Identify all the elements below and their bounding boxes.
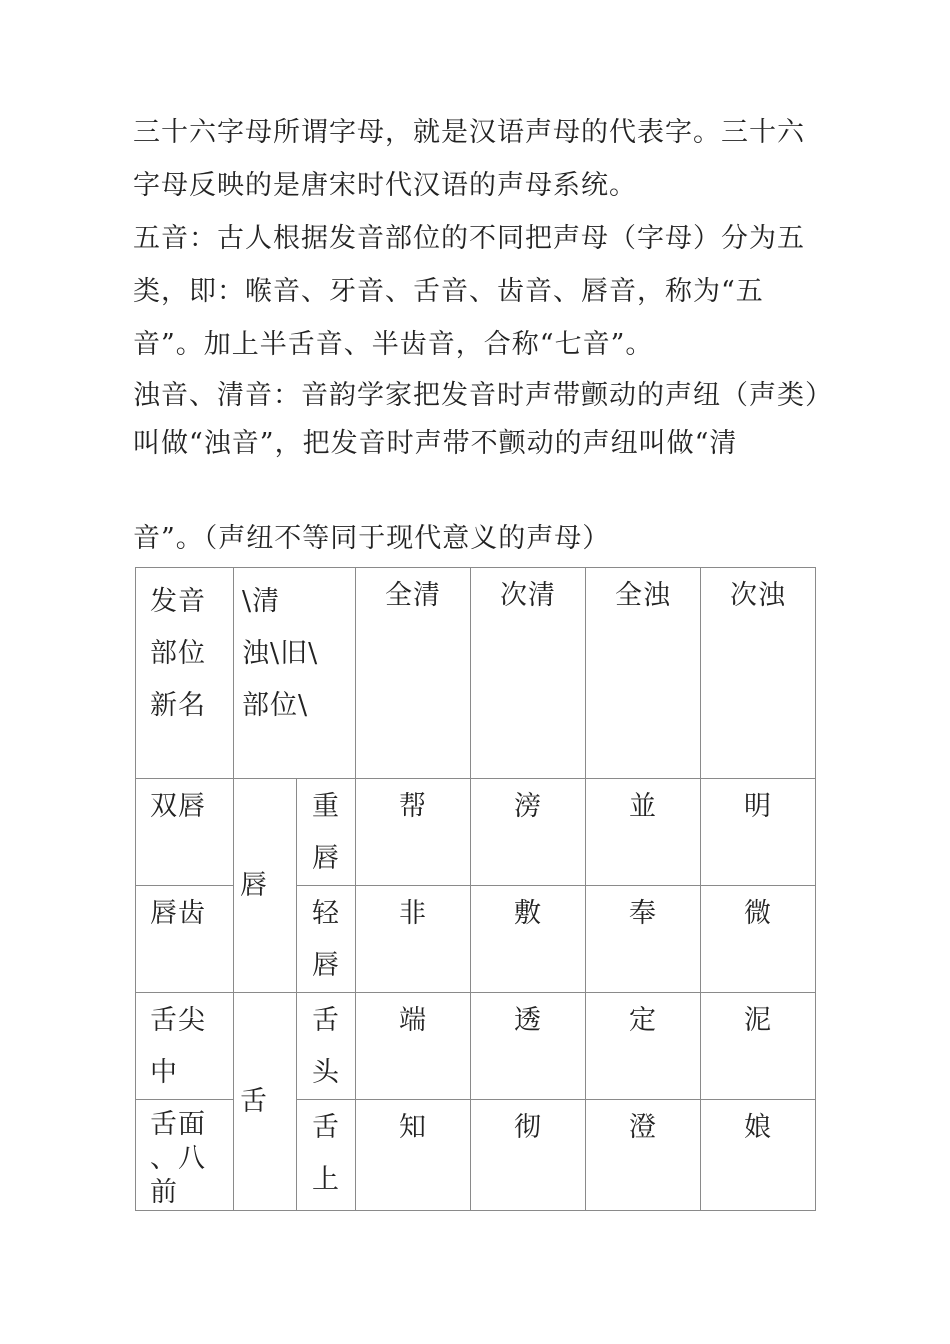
table-cell: 澄 [586, 1100, 701, 1211]
row-old-name: 唇 [234, 779, 297, 993]
row-new-name: 双唇 [136, 779, 234, 886]
row-new-name: 舌面 、八 前 [136, 1100, 234, 1211]
header-new-place: 发音 部位 新名 [136, 568, 234, 779]
header-quanzhuo: 全浊 [586, 568, 701, 779]
row-old-name: 舌 [234, 993, 297, 1211]
row-sub-name: 轻 唇 [297, 886, 356, 993]
table-cell: 微 [701, 886, 816, 993]
table-cell: 知 [356, 1100, 471, 1211]
table-header-row [136, 568, 816, 779]
table-cell: 明 [701, 779, 816, 886]
table-cell: 透 [471, 993, 586, 1100]
header-cizhuo: 次浊 [701, 568, 816, 779]
table-cell: 敷 [471, 886, 586, 993]
row-sub-name: 舌 头 [297, 993, 356, 1100]
row-sub-name: 重 唇 [297, 779, 356, 886]
paragraph-voicing: 浊音、清音：音韵学家把发音时声带颤动的声纽（声类）叫做“浊音”，把发音时声带不颤动的声纽叫做“清 [133, 380, 820, 459]
row-sub-name: 舌 上 [297, 1100, 356, 1211]
row-new-name: 舌尖 中 [136, 993, 234, 1100]
table-row [136, 993, 816, 1100]
header-quanqing: 全清 [356, 568, 471, 779]
table-cell: 帮 [356, 779, 471, 886]
table-cell: 端 [356, 993, 471, 1100]
paragraph-intro: 三十六字母所谓字母，就是汉语声母的代表字。三十六字母反映的是唐宋时代汉语的声母系统。 [133, 117, 805, 201]
table-cell: 彻 [471, 1100, 586, 1211]
initials-table [135, 567, 816, 1211]
paragraph-voicing-end: 音”。（声纽不等同于现代意义的声母） [133, 523, 611, 554]
paragraph-five-tones: 五音：古人根据发音部位的不同把声母（字母）分为五类，即：喉音、牙音、舌音、齿音、唇音，称为“五音”。加上半舌音、半齿音，合称“七音”。 [133, 223, 805, 360]
table-cell: 奉 [586, 886, 701, 993]
table-row [136, 779, 816, 886]
header-diagonal: \清 浊\旧\ 部位\ [234, 568, 356, 779]
table-cell: 泥 [701, 993, 816, 1100]
table-cell: 娘 [701, 1100, 816, 1211]
table-cell: 定 [586, 993, 701, 1100]
table-cell: 滂 [471, 779, 586, 886]
table-cell: 非 [356, 886, 471, 993]
table-cell: 並 [586, 779, 701, 886]
header-ciqing: 次清 [471, 568, 586, 779]
row-new-name: 唇齿 [136, 886, 234, 993]
